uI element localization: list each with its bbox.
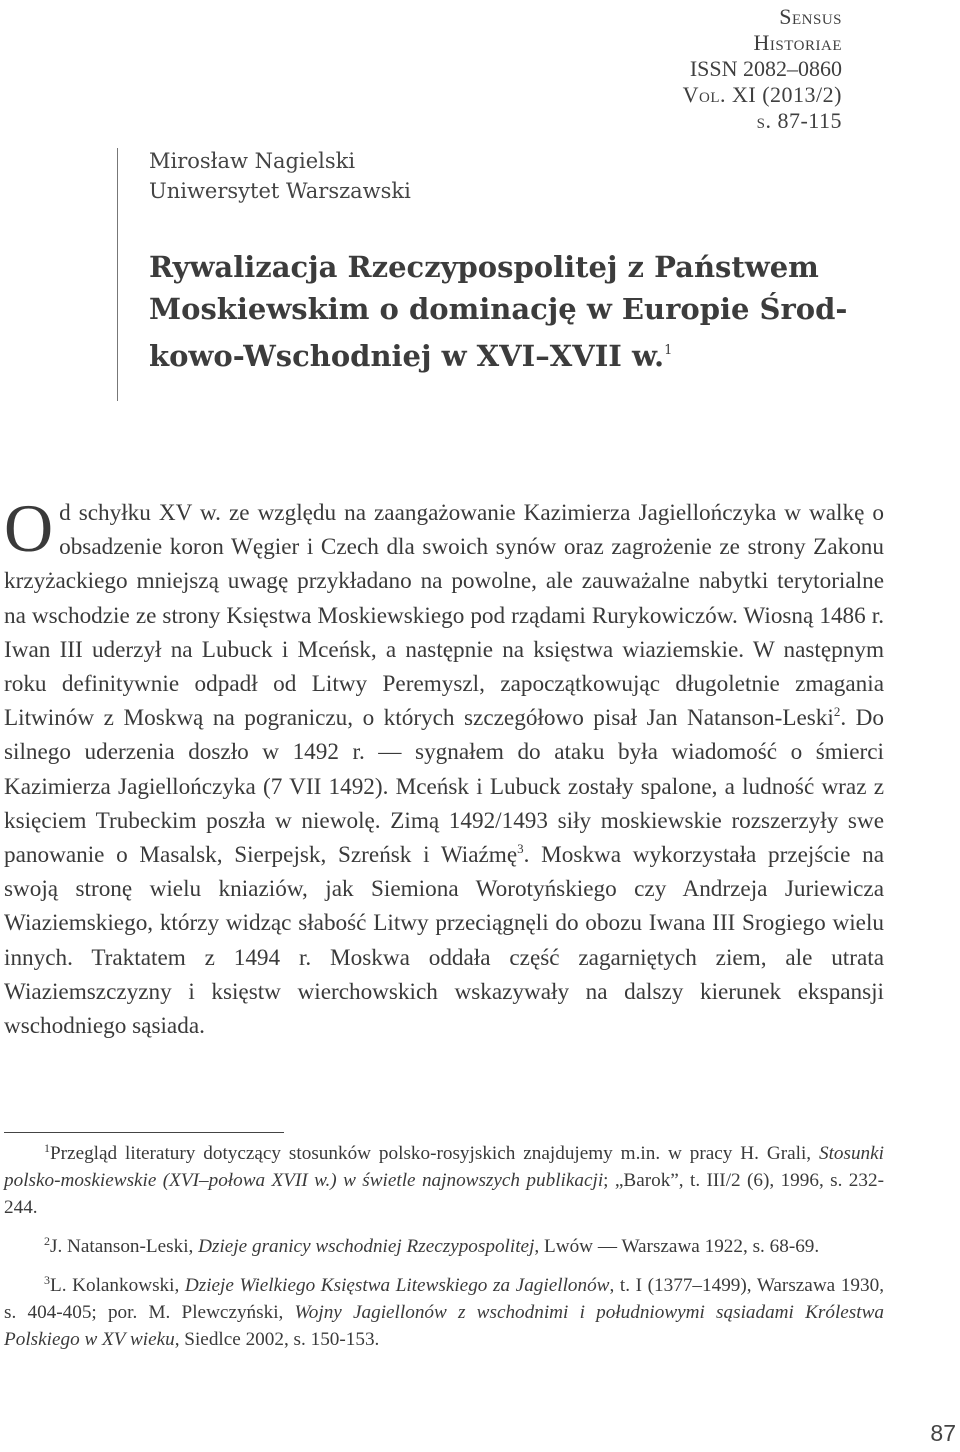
footnote-text: L. Kolankowski, (50, 1275, 185, 1296)
body-paragraph (4, 490, 884, 1043)
body-text-part-3: . Moskwa wykorzystała przejście na swoją stronę wielu kniaziów, jak Siemiona Worotyńskiego czy Andrzeja Juriewicza Wiaziemskiego, którzy widząc słabość Litwy przeciągnęli do obozu Iwana III Srogiego wielu innych. Traktatem z 1494 r. Moskwa oddała część zagarniętych ziem, ale utrata Wiaziemszczyzny i księstw wierchowskich wskazywały na dalszy kierunek ekspansji wschodniego sąsiada. (4, 842, 884, 1040)
footnote-text: J. Natanson-Leski, (50, 1236, 199, 1257)
drop-cap: O (4, 490, 54, 566)
footnote-text: , t. I (1377–1499), Warszawa 1930, s. 404-405; por. M. Plewczyński, (4, 1275, 884, 1323)
footnote-work-title: Dzieje granicy wschodniej Rzeczypospolitej (198, 1236, 535, 1257)
footnote-2 (4, 1233, 884, 1260)
footnote-number: 1 (44, 1141, 50, 1155)
footnote-number: 3 (44, 1273, 50, 1287)
article-title-text: Rywalizacja Rzeczypospolitej z Państwem Moskiewskim o dominację w Europie Środ-kowo-Wschodniej w XVI–XVII w. (149, 250, 848, 373)
footnotes (4, 1140, 884, 1365)
page-number: 87 (930, 1420, 956, 1446)
footnote-work-title: Dzieje Wielkiego Księstwa Litewskiego za Jagiellonów (184, 1275, 610, 1296)
footnote-text: , Siedlce 2002, s. 150-153. (174, 1329, 380, 1350)
footnote-text: Przegląd literatury dotyczący stosunków polsko-rosyjskich znajdujemy m.in. w pracy H. Grali, (50, 1143, 819, 1164)
journal-name-line2: Historiae (753, 30, 842, 55)
author-affiliation: Uniwersytet Warszawski (149, 179, 411, 203)
body-text-part-1: d schyłku XV w. ze względu na zaangażowanie Kazimierza Jagiellończyka w walkę o obsadzenie koron Węgier i Czech dla swoich synów oraz zagrożenie ze strony Zakonu krzyżackiego mniejszą uwagę przykładano na powolne, ale zauważalne nabytki terytorialne na wschodzie ze strony Księstwa Moskiewskiego pod rządami Rurykowiczów. Wiosną 1486 r. Iwan III uderzył na Lubuck i Mceńsk, a następnie na księstwa wiaziemskie. W następnym roku definitywnie odpadł od Litwy Peremyszl, zapoczątkowując długoletnie zmagania Litwinów z Moskwą na pograniczu, o których szczegółowo pisał Jan Natanson-Leski (4, 500, 884, 732)
footnote-text: ; „Barok”, t. III/2 (6), 1996, s. 232-244. (4, 1170, 884, 1218)
journal-name-line1: Sensus (779, 4, 842, 29)
journal-header (683, 4, 842, 134)
footnote-text: , Lwów — Warszawa 1922, s. 68-69. (534, 1236, 820, 1257)
footnote-work-title: Stosunki polsko-moskiewskie (XVI–połowa XVII w.) w świetle najnowszych publikacji (4, 1143, 884, 1191)
footnote-1 (4, 1140, 884, 1221)
author-name: Mirosław Nagielski (149, 149, 356, 173)
author-block (149, 146, 411, 206)
footnote-work-title: Wojny Jagiellonów z wschodnimi i południowymi sąsiadami Królestwa Polskiego w XV wieku (4, 1302, 884, 1350)
journal-issn: ISSN 2082–0860 (689, 56, 842, 81)
body-text-part-2: . Do silnego uderzenia doszło w 1492 r. — sygnałem do ataku była wiadomość o śmierci Kazimierza Jagiellończyka (7 VII 1492). Mceńsk i Lubuck zostały spalone, a ludność wraz z księciem Trubeckim poszła w niewolę. Zimą 1492/1493 siły moskiewskie rozszerzyły swe panowanie o Masalsk, Sierpejsk, Szreńsk i Wiaźmę (4, 705, 884, 869)
footnote-ref-3[interactable]: 3 (517, 841, 524, 857)
footnote-ref-2[interactable]: 2 (833, 704, 841, 720)
title-footnote-ref[interactable]: 1 (664, 343, 673, 358)
footnote-divider (4, 1132, 284, 1133)
footnote-3 (4, 1272, 884, 1353)
vertical-divider (117, 148, 118, 401)
footnote-number: 2 (44, 1234, 50, 1248)
article-title (149, 246, 909, 377)
journal-volume: Vol. XI (2013/2) (682, 82, 842, 107)
journal-pages: s. 87-115 (756, 108, 842, 133)
